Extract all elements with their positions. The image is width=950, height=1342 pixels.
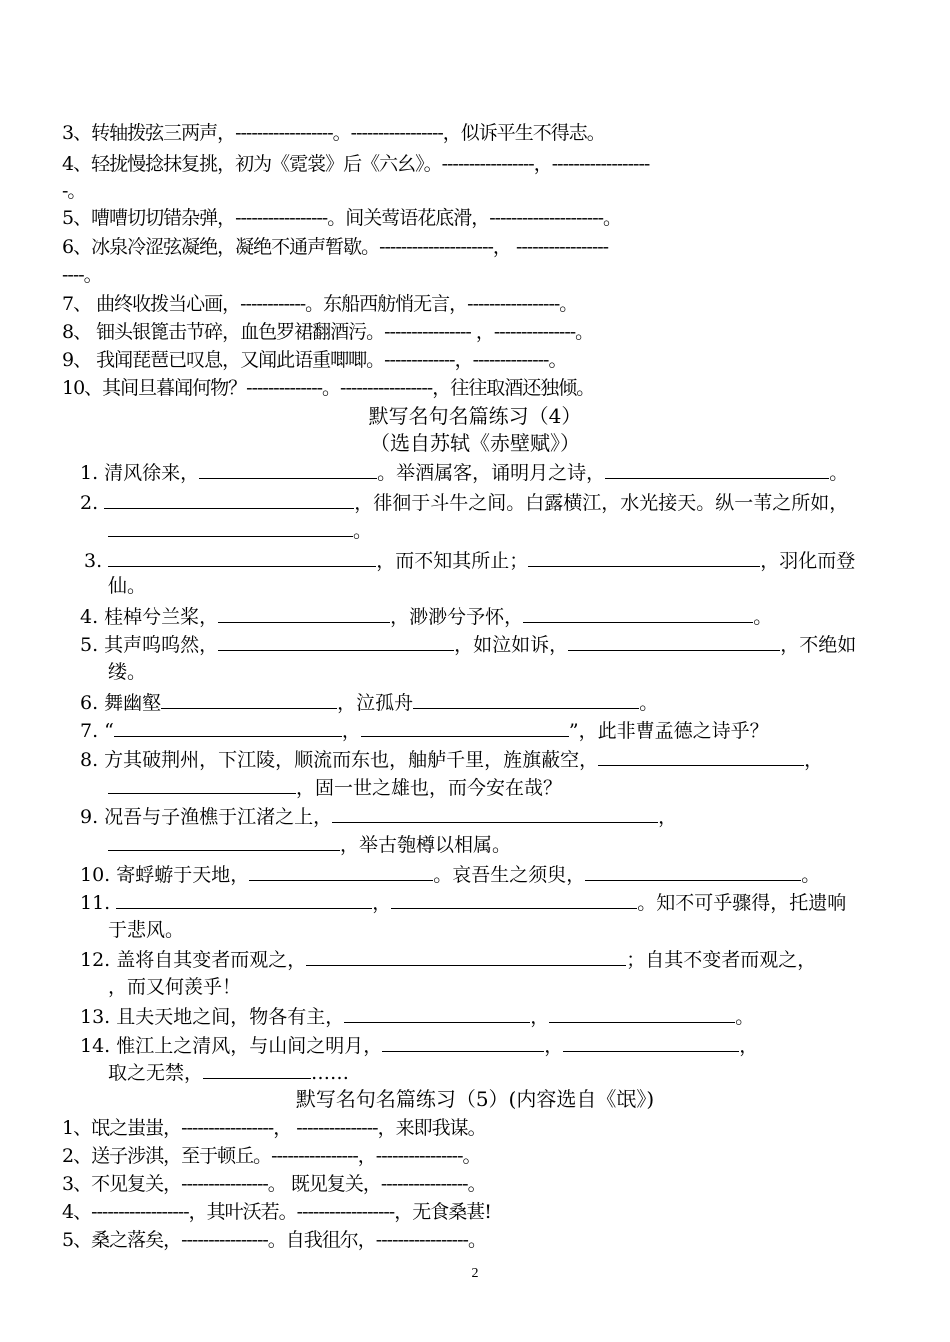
answer-blank[interactable]	[382, 1033, 544, 1052]
question-item: 3. ，而不知其所止； ，羽化而登	[84, 550, 856, 572]
answer-blank[interactable]	[549, 1004, 735, 1023]
section-title: 默写名句名篇练习（4）	[368, 404, 582, 428]
exercise-line: 4、------------------，其叶沃若。------------------，无食桑葚!	[62, 1201, 491, 1223]
question-item: 13. 且夫天地之间，物各有主， ， 。	[80, 1006, 755, 1028]
answer-blank[interactable]	[605, 460, 829, 479]
answer-blank[interactable]	[108, 518, 353, 537]
answer-blank[interactable]	[108, 548, 376, 567]
answer-blank[interactable]	[249, 862, 433, 881]
answer-blank[interactable]	[116, 890, 372, 909]
question-item: 4. 桂棹兮兰桨， ，渺渺兮予怀， 。	[80, 606, 773, 628]
exercise-line: 3、不见复关，----------------。 既见复关，----------------。	[62, 1173, 486, 1195]
exercise-line: 5、嘈嘈切切错杂弹，-----------------。间关莺语花底滑，---------------------。	[62, 207, 622, 229]
exercise-line: 7、 曲终收拨当心画，------------。东船西舫悄无言，-----------------。	[62, 293, 578, 315]
exercise-line: 6、冰泉冷涩弦凝绝，凝绝不通声暂歇。---------------------， -----------------	[62, 236, 609, 258]
page-number: 2	[471, 1266, 479, 1281]
answer-blank[interactable]	[114, 718, 342, 737]
exercise-line: 9、 我闻琵琶已叹息，又闻此语重唧唧。-------------，--------------。	[62, 349, 567, 371]
question-item-continuation: 。	[108, 518, 372, 543]
answer-blank[interactable]	[523, 604, 753, 623]
answer-blank[interactable]	[108, 775, 296, 794]
question-item-continuation: ，举古匏樽以相属。	[108, 832, 511, 857]
answer-blank[interactable]	[361, 718, 569, 737]
question-item-continuation: ，固一世之雄也，而今安在哉？	[108, 775, 562, 800]
answer-blank[interactable]	[585, 862, 801, 881]
answer-blank[interactable]	[598, 747, 804, 766]
question-item: 5. 其声呜呜然， ，如泣如诉， ，不绝如	[80, 634, 857, 656]
exercise-line: 8、 钿头银篦击节碎，血色罗裙翻酒污。---------------- ，---------------。	[62, 321, 594, 343]
question-item: 9. 况吾与子渔樵于江渚之上， ，	[80, 806, 678, 828]
question-item: 11. ， 。知不可乎骤得，托遗响	[80, 892, 847, 914]
question-item: 2. ，徘徊于斗牛之间。白露横江，水光接天。纵一苇之所如，	[80, 492, 849, 514]
answer-blank[interactable]	[161, 690, 337, 709]
answer-blank[interactable]	[563, 1033, 739, 1052]
section-title: 默写名句名篇练习（5）(内容选自《氓》)	[295, 1087, 655, 1111]
exercise-line: 2、送子涉淇，至于顿丘。----------------，----------------。	[62, 1145, 481, 1167]
question-item: 8. 方其破荆州，下江陵，顺流而东也，舳舻千里，旌旗蔽空， ，	[80, 749, 824, 771]
question-item-continuation: 取之无禁， ……	[108, 1062, 350, 1084]
question-item: 7. “ ， ”，此非曹孟德之诗乎？	[80, 720, 769, 742]
answer-blank[interactable]	[332, 804, 658, 823]
question-item: 14. 惟江上之清风，与山间之明月， ， ，	[80, 1035, 759, 1057]
question-item: 12. 盖将自其变者而观之， ；自其不变者而观之，	[80, 949, 817, 971]
answer-blank[interactable]	[391, 890, 637, 909]
question-item-continuation: 缕。	[108, 661, 147, 683]
answer-blank[interactable]	[218, 604, 390, 623]
answer-blank[interactable]	[104, 490, 354, 509]
answer-blank[interactable]	[568, 632, 780, 651]
answer-blank[interactable]	[413, 690, 639, 709]
answer-blank[interactable]	[199, 460, 377, 479]
exercise-line: 4、轻拢慢捻抹复挑，初为《霓裳》后《六幺》。-----------------，------------------	[62, 153, 650, 175]
answer-blank[interactable]	[108, 832, 340, 851]
question-item-continuation: 于悲风。	[108, 919, 185, 941]
question-item: 10. 寄蜉蝣于天地， 。哀吾生之须臾， 。	[80, 864, 821, 886]
question-item-continuation: 仙。	[108, 575, 147, 597]
answer-blank[interactable]	[344, 1004, 530, 1023]
exercise-line: 10、其间旦暮闻何物？--------------。-----------------，往往取酒还独倾。	[62, 377, 595, 399]
exercise-line: 1、氓之蚩蚩，-----------------， ---------------，来即我谋。	[62, 1117, 486, 1139]
question-item: 1. 清风徐来， 。举酒属客，诵明月之诗， 。	[80, 462, 849, 484]
exercise-line: ----。	[62, 264, 102, 286]
answer-blank[interactable]	[218, 632, 454, 651]
answer-blank[interactable]	[306, 947, 626, 966]
exercise-line: 5、桑之落矣，----------------。自我徂尔，-----------------。	[62, 1229, 486, 1251]
exercise-line: 3、转轴拨弦三两声，------------------。-----------------，似诉平生不得志。	[62, 122, 605, 144]
answer-blank[interactable]	[203, 1060, 311, 1079]
section-subtitle: （选自苏轼《赤壁赋》）	[370, 431, 580, 455]
exercise-line: -。	[62, 180, 86, 202]
question-item-continuation: ，而又何羡乎！	[108, 976, 242, 998]
question-item: 6. 舞幽壑 ，泣孤舟 。	[80, 692, 659, 714]
answer-blank[interactable]	[528, 548, 760, 567]
